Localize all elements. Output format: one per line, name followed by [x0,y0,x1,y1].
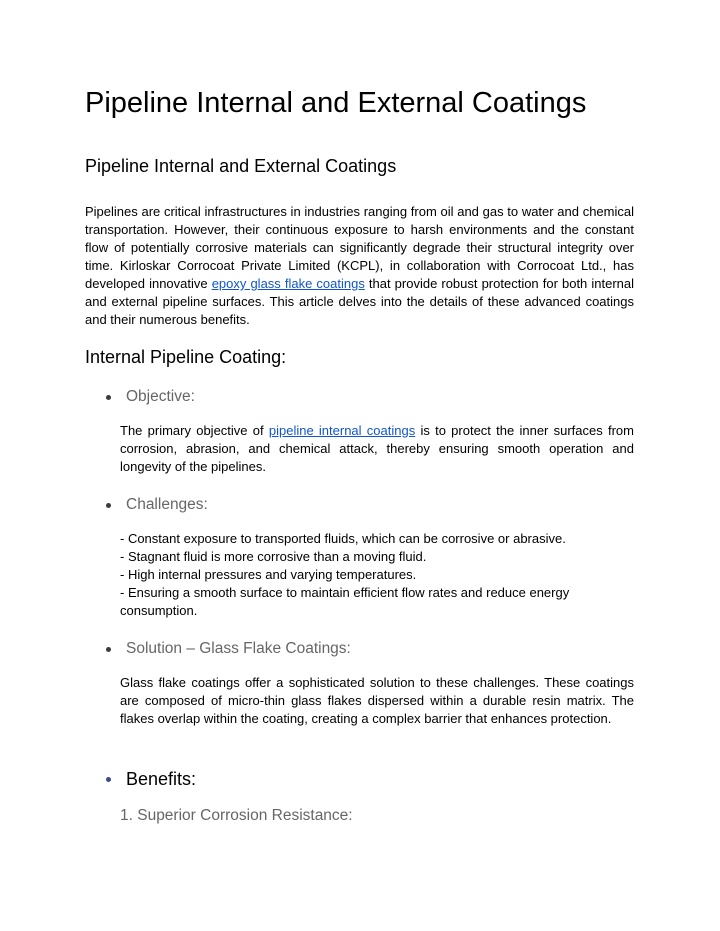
intro-paragraph [85,203,634,329]
solution-bullet [106,639,351,659]
intro-text-after-link: that provide robust protection for both internal and external pipeline surfaces. This article delves into the details of these advanced coatings and their numerous benefits. [85,276,634,327]
challenges-list [120,530,569,620]
solution-paragraph: Glass flake coatings offer a sophisticated solution to these challenges. These coatings are composed of micro-thin glass flakes dispersed within a durable resin matrix. The flakes overlap within the coating, creating a complex barrier that enhances protection. [120,675,634,726]
challenge-item: - Ensuring a smooth surface to maintain efficient flow rates and reduce energy [120,585,570,600]
challenge-item: - High internal pressures and varying temperatures. [120,567,417,582]
challenges-bullet [106,495,208,515]
benefits-bullet [106,767,196,791]
bullet-dot-icon [106,503,111,508]
objective-paragraph [120,422,634,476]
objective-label: Objective: [126,388,195,405]
objective-bullet [106,387,195,407]
intro-text-before-link: Pipelines are critical infrastructures in industries ranging from oil and gas to water and chemical transportation. However, their continuous exposure to harsh environments and the constant flow of potentially corrosive materials can significantly degrade their structural integrity over time. Kirloskar Corrocoat Private Limited (KCPL), in collaboration with Corrocoat Ltd., has developed innovative [85,204,634,291]
benefits-label: Benefits: [126,769,197,789]
solution-label: Solution – Glass Flake Coatings: [126,640,351,657]
page-title: Pipeline Internal and External Coatings [85,87,587,119]
objective-text-after-link: is to protect the inner surfaces from corrosion, abrasion, and chemical attack, thereby ensuring smooth operation and longevity of the pipelines. [120,423,634,474]
objective-text-before-link: The primary objective of [120,423,269,438]
epoxy-glass-flake-coatings-link[interactable]: epoxy glass flake coatings [211,276,365,291]
bullet-dot-icon [106,647,111,652]
challenge-item: - Stagnant fluid is more corrosive than a moving fluid. [120,549,427,564]
bullet-dot-icon [106,395,111,400]
section-title: Pipeline Internal and External Coatings [85,156,397,176]
challenge-item-continuation: consumption. [120,603,198,618]
benefit-item-heading: 1. Superior Corrosion Resistance: [120,807,353,824]
challenges-label: Challenges: [126,496,208,513]
challenge-item: - Constant exposure to transported fluids, which can be corrosive or abrasive. [120,531,566,546]
pipeline-internal-coatings-link[interactable]: pipeline internal coatings [268,423,416,438]
bullet-dot-icon [106,777,111,782]
internal-coating-heading: Internal Pipeline Coating: [85,347,287,367]
